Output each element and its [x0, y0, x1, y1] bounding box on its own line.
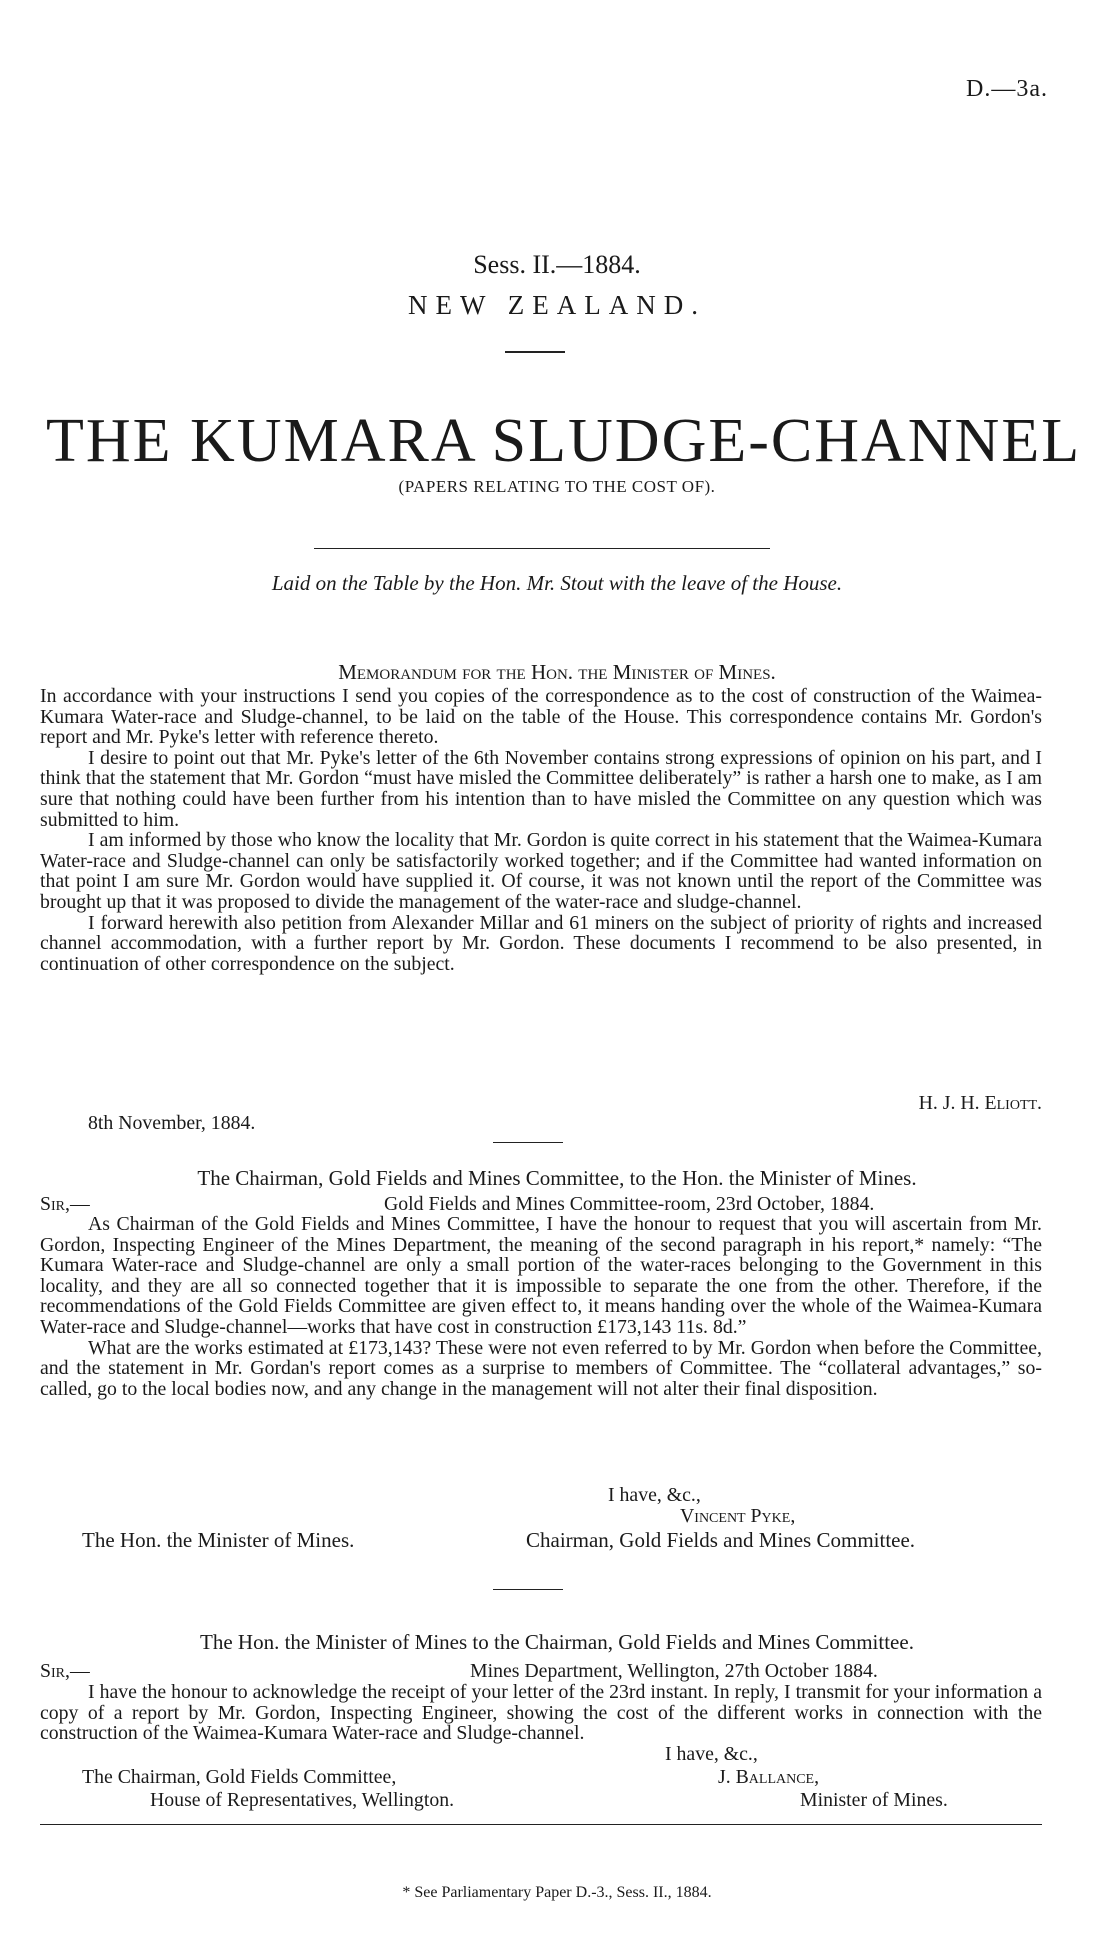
addressee: The Hon. the Minister of Mines. — [82, 1528, 355, 1552]
footnote-rule — [40, 1824, 1042, 1825]
signer-title: Chairman, Gold Fields and Mines Committee. — [526, 1528, 916, 1552]
session-line: Sess. II.—1884. — [473, 250, 641, 279]
salutation: Sir,— — [40, 1193, 90, 1215]
letter-heading: The Hon. the Minister of Mines to the Chairman, Gold Fields and Mines Committee. — [200, 1630, 914, 1654]
letter-body — [40, 1214, 1042, 1399]
divider — [493, 1589, 563, 1590]
letter-body — [40, 1682, 1042, 1744]
laid-on-table-note: Laid on the Table by the Hon. Mr. Stout with the leave of the House. — [271, 571, 843, 595]
place-date: Mines Department, Wellington, 27th October 1884. — [470, 1660, 878, 1682]
page-title: THE KUMARA SLUDGE-CHANNEL — [46, 407, 1082, 475]
divider — [314, 548, 770, 549]
memo-heading: Memorandum for the Hon. the Minister of Mines. — [338, 660, 776, 684]
footnote: * See Parliamentary Paper D.-3., Sess. II., 1884. — [402, 1884, 712, 1901]
memo-body — [40, 686, 1042, 974]
signer: J. Ballance, — [718, 1766, 820, 1788]
closing: I have, &c., — [608, 1484, 701, 1506]
page-subtitle: (PAPERS RELATING TO THE COST OF). — [398, 477, 716, 496]
closing: I have, &c., — [665, 1743, 758, 1765]
signer-title: Minister of Mines. — [800, 1789, 948, 1811]
memo-paragraph: I am informed by those who know the locality that Mr. Gordon is quite correct in his statement that the Waimea-Kumara Water-race and Sludge-channel can only be satisfactorily worked together; and if the Committee had wanted information on that point I am sure Mr. Gordon would have supplied it. Of course, it was not known until the report of the Committee was brought up that it was proposed to divide the management of the water-race and sludge-channel. — [40, 829, 1042, 913]
memo-paragraph: I desire to point out that Mr. Pyke's letter of the 6th November contains strong expressions of opinion on his part, and I think that the statement that Mr. Gordon “must have misled the Committee deliberately” is rather a harsh one to make, as I am sure that nothing could have been further from his intention than to have misled the Committee on any question which was submitted to him. — [40, 746, 1042, 831]
letter-heading: The Chairman, Gold Fields and Mines Committee, to the Hon. the Minister of Mines. — [197, 1166, 917, 1190]
memo-date: 8th November, 1884. — [88, 1112, 256, 1134]
addressee-line: The Chairman, Gold Fields Committee, — [82, 1766, 397, 1788]
paper-reference: D.—3a. — [966, 76, 1048, 102]
memo-paragraph: In accordance with your instructions I send you copies of the correspondence as to the cost of construction of the Waimea-Kumara Water-race and Sludge-channel, to be laid on the table of the House. This correspondence contains Mr. Gordon's report and Mr. Pyke's letter with reference thereto. — [40, 685, 1042, 749]
divider — [493, 1142, 563, 1143]
salutation: Sir,— — [40, 1660, 90, 1682]
divider — [505, 351, 565, 353]
letter-paragraph: As Chairman of the Gold Fields and Mines Committee, I have the honour to request that you will ascertain from Mr. Gordon, Inspecting Engineer of the Mines Department, the meaning of the second paragraph in his report,* namely: “The Kumara Water-race and Sludge-channel are only a small portion of the water-races belonging to the Government in this locality, and they are all so connected together that it is impossible to separate the one from the other. Therefore, if the recommendations of the Gold Fields Committee are given effect to, it means handing over the whole of the Waimea-Kumara Water-race and Sludge-channel—works that have cost in construction £173,143 11s. 8d.” — [40, 1213, 1042, 1338]
place-date: Gold Fields and Mines Committee-room, 23rd October, 1884. — [384, 1193, 875, 1215]
memo-paragraph: I forward herewith also petition from Alexander Millar and 61 miners on the subject of priority of rights and increased channel accommodation, with a further report by Mr. Gordon. These documents I recommend to be also presented, in continuation of other correspondence on the subject. — [40, 911, 1042, 975]
letter-paragraph: I have the honour to acknowledge the receipt of your letter of the 23rd instant. In reply, I transmit for your information a copy of a report by Mr. Gordon, Inspecting Engineer, showing the cost of the different works in connection with the construction of the Waimea-Kumara Water-race and Sludge-channel. — [40, 1681, 1042, 1745]
addressee-line: House of Representatives, Wellington. — [150, 1789, 455, 1811]
letter-paragraph: What are the works estimated at £173,143? These were not even referred to by Mr. Gordon when before the Committee, and the statement in Mr. Gordan's report comes as a surprise to members of Committee. The “collateral advantages,” so-called, go to the local bodies now, and any change in the management will not alter their final disposition. — [40, 1336, 1042, 1400]
country-heading: NEW ZEALAND. — [408, 290, 706, 320]
signer: Vincent Pyke, — [680, 1505, 796, 1527]
memo-signature: H. J. H. Eliott. — [918, 1092, 1042, 1114]
